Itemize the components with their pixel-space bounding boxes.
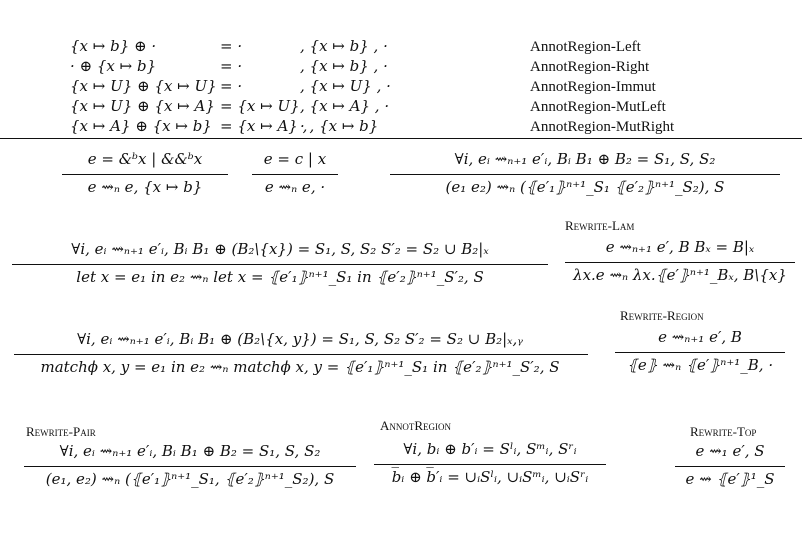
inference-bar bbox=[390, 174, 780, 175]
row-ctx: , {x ↦ A} , · bbox=[300, 97, 390, 115]
rule-premise: e ⇝ₙ₊₁ e′, B bbox=[658, 328, 742, 346]
row-rule-name: AnnotRegion-Left bbox=[530, 39, 641, 55]
row-rule-name: AnnotRegion-MutLeft bbox=[530, 99, 666, 115]
section-divider bbox=[0, 138, 802, 139]
inference-bar bbox=[62, 174, 228, 175]
rule-premise: ∀i, eᵢ ⇝ₙ₊₁ e′ᵢ, Bᵢ B₁ ⊕ B₂ = S₁, S, S₂ bbox=[59, 442, 321, 460]
row-lhs: {x ↦ A} ⊕ {x ↦ b} bbox=[70, 117, 212, 135]
rule-name: Rewrite-Region bbox=[620, 308, 704, 323]
row-mid: = · bbox=[220, 57, 243, 75]
row-ctx: , {x ↦ b} , · bbox=[300, 57, 388, 75]
row-ctx: · , {x ↦ b} bbox=[300, 117, 379, 135]
rule-conclusion: ⦃e⦄ ⇝ₙ ⦃e′⦄ⁿ⁺¹_B, · bbox=[626, 356, 774, 374]
table-row bbox=[70, 116, 674, 137]
row-mid: = {x ↦ U} bbox=[220, 97, 300, 115]
rule-conclusion: matchϕ x, y = e₁ in e₂ ⇝ₙ matchϕ x, y = ⦃e′₁⦄ⁿ⁺¹_S₁ in ⦃e′₂⦄ⁿ⁺¹_S′₂, S bbox=[40, 358, 560, 376]
table-row bbox=[70, 56, 649, 77]
row-rule-name: AnnotRegion-Immut bbox=[530, 79, 656, 95]
rule-conclusion: (e₁, e₂) ⇝ₙ (⦃e′₁⦄ⁿ⁺¹_S₁, ⦃e′₂⦄ⁿ⁺¹_S₂), S bbox=[45, 470, 335, 488]
rule-premise: e ⇝ₙ₊₁ e′, B Bₓ = B|ₓ bbox=[605, 238, 755, 256]
row-lhs: {x ↦ b} ⊕ · bbox=[70, 37, 157, 55]
rule-conclusion: e ⇝ₙ e, · bbox=[264, 178, 326, 196]
row-rule-name: AnnotRegion-MutRight bbox=[530, 119, 675, 135]
table-row bbox=[70, 36, 641, 57]
rule-premise: ∀i, eᵢ ⇝ₙ₊₁ e′ᵢ, Bᵢ B₁ ⊕ B₂ = S₁, S, S₂ bbox=[454, 150, 716, 168]
rule-name: AnnotRegion bbox=[380, 418, 452, 433]
table-row bbox=[70, 76, 656, 97]
rule-conclusion: let x = e₁ in e₂ ⇝ₙ let x = ⦃e′₁⦄ⁿ⁺¹_S₁ in ⦃e′₂⦄ⁿ⁺¹_S′₂, S bbox=[76, 268, 484, 286]
row-lhs: · ⊕ {x ↦ b} bbox=[70, 57, 157, 75]
row-rule-name: AnnotRegion-Right bbox=[530, 59, 650, 75]
rule-premise: e ⇝₁ e′, S bbox=[695, 442, 765, 460]
row-mid: = · bbox=[220, 37, 243, 55]
inference-bar bbox=[24, 466, 356, 467]
inference-bar bbox=[615, 352, 785, 353]
rule-premise: ∀i, eᵢ ⇝ₙ₊₁ e′ᵢ, Bᵢ B₁ ⊕ (B₂\{x, y}) = S₁, S, S₂ S′₂ = S₂ ∪ B₂|ₓ,ᵧ bbox=[77, 330, 523, 348]
row-ctx: , {x ↦ U} , · bbox=[300, 77, 391, 95]
row-mid: = {x ↦ A} , bbox=[220, 117, 308, 135]
inference-bar bbox=[252, 174, 338, 175]
rule-premise: e = &ᵇx | &&ᵇx bbox=[87, 150, 203, 168]
rule-premise: ∀i, bᵢ ⊕ b′ᵢ = Sˡᵢ, Sᵐᵢ, Sʳᵢ bbox=[403, 440, 577, 458]
rule-conclusion: e ⇝ ⦃e′⦄¹_S bbox=[685, 470, 775, 488]
inference-bar bbox=[565, 262, 795, 263]
rule-conclusion: (e₁ e₂) ⇝ₙ (⦃e′₁⦄ⁿ⁺¹_S₁ ⦃e′₂⦄ⁿ⁺¹_S₂), S bbox=[445, 178, 725, 196]
row-mid: = · bbox=[220, 77, 243, 95]
row-lhs: {x ↦ U} ⊕ {x ↦ U} bbox=[70, 77, 217, 95]
inference-bar bbox=[374, 464, 606, 465]
rule-premise: e = c | x bbox=[263, 150, 327, 168]
inference-bar bbox=[12, 264, 548, 265]
rule-conclusion: b̅ᵢ ⊕ b̅′ᵢ = ∪ᵢSˡᵢ, ∪ᵢSᵐᵢ, ∪ᵢSʳᵢ bbox=[391, 468, 589, 486]
inference-bar bbox=[675, 466, 785, 467]
table-row bbox=[70, 96, 666, 117]
rule-premise: ∀i, eᵢ ⇝ₙ₊₁ e′ᵢ, Bᵢ B₁ ⊕ (B₂\{x}) = S₁, S, S₂ S′₂ = S₂ ∪ B₂|ₓ bbox=[71, 240, 489, 258]
rule-conclusion: e ⇝ₙ e, {x ↦ b} bbox=[87, 178, 203, 196]
rule-name: Rewrite-Lam bbox=[565, 218, 635, 233]
rule-conclusion: λx.e ⇝ₙ λx.⦃e′⦄ⁿ⁺¹_Bₓ, B\{x} bbox=[573, 266, 787, 284]
row-ctx: , {x ↦ b} , · bbox=[300, 37, 388, 55]
rule-name: Rewrite-Pair bbox=[26, 424, 96, 439]
inference-bar bbox=[14, 354, 588, 355]
row-lhs: {x ↦ U} ⊕ {x ↦ A} bbox=[70, 97, 215, 115]
rule-name: Rewrite-Top bbox=[690, 424, 757, 439]
